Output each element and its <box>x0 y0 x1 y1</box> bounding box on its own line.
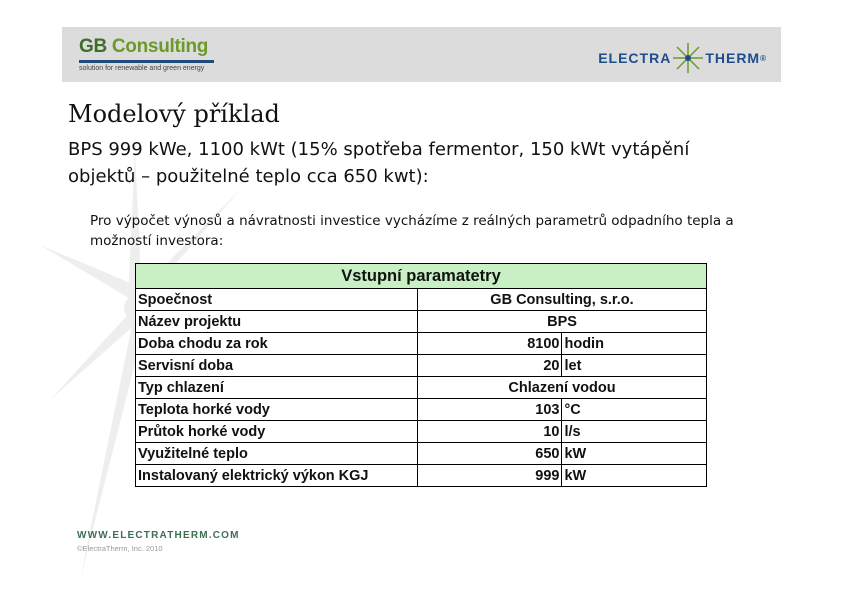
row-label: Instalovaný elektrický výkon KGJ <box>136 465 418 487</box>
table-heading: Vstupní paramatetry <box>136 264 707 289</box>
electratherm-logo-mark: ® <box>760 53 767 63</box>
table-row <box>136 289 707 311</box>
row-value: 103 <box>418 399 562 421</box>
table-row <box>136 465 707 487</box>
electratherm-logo-left: ELECTRA <box>598 50 672 66</box>
row-label: Průtok horké vody <box>136 421 418 443</box>
row-label: Využitelné teplo <box>136 443 418 465</box>
gb-logo-bar <box>79 60 214 63</box>
gb-logo-part1: GB <box>79 36 107 57</box>
row-value: 650 <box>418 443 562 465</box>
row-value: GB Consulting, s.r.o. <box>418 289 707 311</box>
slide-subtitle: BPS 999 kWe, 1100 kWt (15% spotřeba fermentor, 150 kWt vytápění objektů – použitelné teplo cca 650 kwt): <box>68 139 690 187</box>
row-value: 8100 <box>418 333 562 355</box>
intro-text: Pro výpočet výnosů a návratnosti investice vycházíme z reálných parametrů odpadního tepla a možností investora: <box>90 213 734 249</box>
row-label: Doba chodu za rok <box>136 333 418 355</box>
row-label: Název projektu <box>136 311 418 333</box>
row-unit: hodin <box>562 333 707 355</box>
table-row <box>136 311 707 333</box>
row-label: Spoečnost <box>136 289 418 311</box>
header-bar <box>62 27 781 82</box>
row-value: 999 <box>418 465 562 487</box>
table-row <box>136 421 707 443</box>
table-row <box>136 399 707 421</box>
slide-title: Modelový příklad <box>68 100 280 128</box>
footer-url[interactable]: WWW.ELECTRATHERM.COM <box>77 530 240 541</box>
footer <box>77 530 240 553</box>
row-value: 10 <box>418 421 562 443</box>
row-value: BPS <box>418 311 707 333</box>
table-row <box>136 443 707 465</box>
row-unit: let <box>562 355 707 377</box>
electratherm-logo <box>598 43 767 73</box>
electratherm-star-icon <box>673 43 703 73</box>
row-value: Chlazení vodou <box>418 377 707 399</box>
table-row <box>136 333 707 355</box>
gb-logo-tagline: solution for renewable and green energy <box>79 65 205 72</box>
row-unit: kW <box>562 465 707 487</box>
row-unit: l/s <box>562 421 707 443</box>
gb-consulting-logo <box>79 36 214 72</box>
row-value: 20 <box>418 355 562 377</box>
electratherm-logo-right: THERM <box>705 50 761 66</box>
table-row <box>136 355 707 377</box>
row-unit: kW <box>562 443 707 465</box>
row-label: Servisní doba <box>136 355 418 377</box>
row-label: Typ chlazení <box>136 377 418 399</box>
footer-copyright: ©ElectraTherm, Inc. 2010 <box>77 544 163 553</box>
row-label: Teplota horké vody <box>136 399 418 421</box>
gb-logo-part2: Consulting <box>111 36 209 57</box>
input-parameters-table <box>135 263 707 487</box>
row-unit: °C <box>562 399 707 421</box>
table-row <box>136 377 707 399</box>
